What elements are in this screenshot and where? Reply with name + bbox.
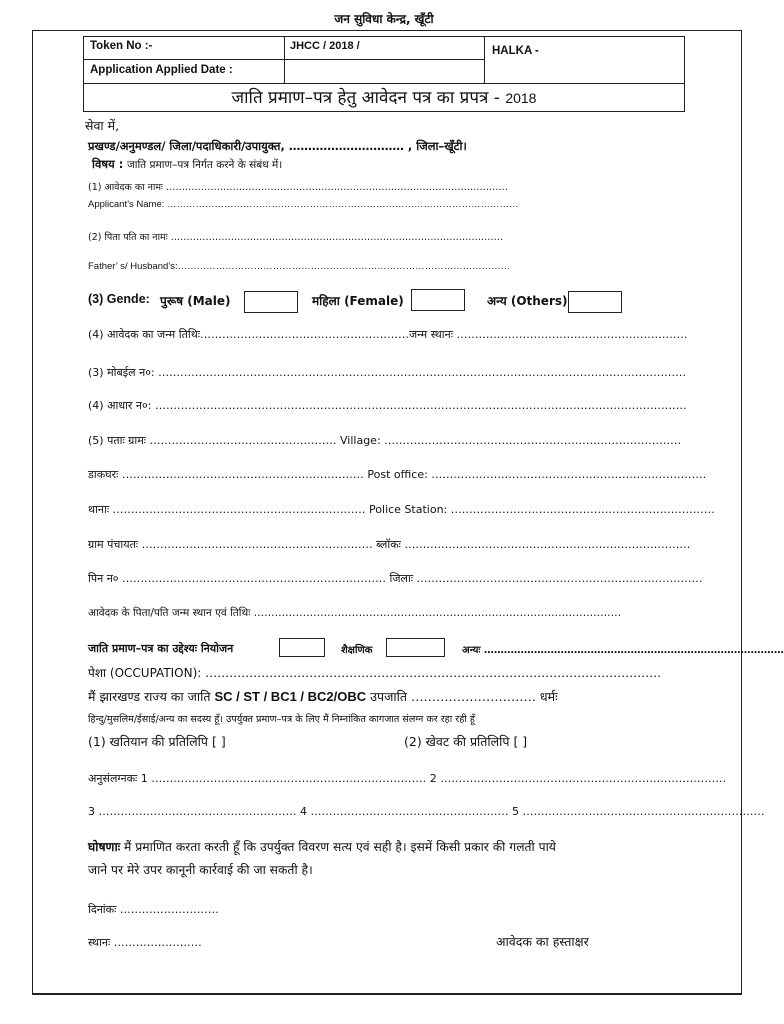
doc-khewat: (2) खेवट की प्रतिलिपि [ ] (404, 734, 528, 749)
gender-male-label: पुरूष (Male) (160, 294, 231, 308)
village-field: (5) पताः ग्रामः …………………………………………… Village: ……………………………………………………………………… (88, 434, 682, 447)
form-title-year: 2018 (505, 90, 537, 106)
dob-field: (4) आवेदक का जन्म तिथिः…………………………………………………जन्म स्थानः ……………………………………………………… (88, 328, 688, 341)
form-title-main: जाति प्रमाण–पत्र हेतु आवेदन पत्र का प्रपत्र - (231, 88, 500, 108)
panchayat-block-field: ग्राम पंचायतः ……………………………………………………… ब्लॉकः …………………………………………………………………… (88, 538, 691, 551)
token-label: Token No :- (90, 40, 153, 52)
caste-line-prefix: मैं झारखण्ड राज्य का जाति (88, 689, 211, 704)
purpose-other-field: अन्यः ……………………………………………………………………………… (462, 645, 784, 656)
declaration-label: घोषणाः (88, 840, 121, 854)
gender-others-checkbox[interactable] (568, 291, 622, 313)
caste-categories: SC / ST / BC1 / BC2/OBC (214, 689, 367, 704)
applied-date-label: Application Applied Date : (90, 64, 233, 76)
declaration-text-1: मैं प्रमाणित करता करती हूँ कि उपर्युक्त विवरण सत्य एवं सही है। इसमें किसी प्रकार की गलती पाये (124, 840, 556, 854)
police-station-field: थानाः …………………………………………………………… Police Station: ……………………………………………………………… (88, 503, 715, 516)
office-title: जन सुविधा केन्द्र, खूँटी (334, 12, 434, 26)
applicant-name-en: Applicant’s Name: ………………………………………………………………………………………………… (88, 199, 519, 210)
declaration-text-2: जाने पर मेरे उपर कानूनी कार्रवाई की जा सकती है। (88, 863, 313, 877)
aadhar-field: (4) आधार न०: ………………………………………………………………………………………………………………………………. (88, 399, 687, 412)
subcaste-religion: उपजाति ………………………… धर्मः (370, 689, 558, 704)
gender-others-label: अन्य (Others) (487, 294, 568, 308)
addressee-line: प्रखण्ड/अनुमण्डल/ जिला/पदाधिकारी/उपायुक्त, ………………………… , जिला–खूँटी। (88, 139, 467, 153)
gender-label: (3) Gende: (88, 292, 150, 306)
religion-line: हिन्दु/मुसलिम/ईसाई/अन्य का सदस्य हूँ। उपर्युक्त प्रमाण–पत्र के लिए मैं निम्नांकित कागजात संलग्न कर रहा रही हूँ (88, 714, 475, 725)
signature-label: आवेदक का हस्ताक्षर (496, 934, 589, 949)
subject-text: जाति प्रमाण–पत्र निर्गत करने के संबंध में। (126, 159, 283, 171)
subject-label: विषय : (92, 157, 124, 171)
date-field: दिनांकः ……………………… (88, 903, 219, 916)
attachments-row-2: 3 ……………………………………………… 4 ……………………………………………… 5 ………………………………………………………… (88, 805, 765, 818)
gender-female-checkbox[interactable] (411, 289, 465, 311)
doc-khatiyan: (1) खतियान की प्रतिलिपि [ ] (88, 734, 226, 749)
father-name-en: Father’ s/ Husband’s:…………………………………………………………………………………………… (88, 261, 511, 272)
attachments-row-1: अनुसंलग्नकः 1 ………………………………………………………………… 2 …………………………………………………………………… (88, 772, 727, 785)
post-office-field: डाकघरः ………………………………………………………… Post office: ………………………………………………………………… (88, 468, 707, 481)
header-table (83, 36, 685, 84)
mobile-field: (3) मोबईल न०: ……………………………………………………………………………………………………………………………… (88, 366, 687, 379)
halka-label: HALKA - (492, 45, 539, 57)
salutation: सेवा में, (85, 118, 120, 133)
father-name-hi: (2) पिता पति का नामः …………………………………………………………………………………………… (88, 232, 504, 243)
gender-female-label: महिला (Female) (312, 294, 404, 308)
form-title (83, 84, 685, 112)
occupation-field: पेशा (OCCUPATION): …………………………………………………………………………………………………… (88, 666, 662, 680)
purpose-label: जाति प्रमाण–पत्र का उद्देश्यः नियोजन (88, 642, 234, 655)
purpose-employment-checkbox[interactable] (279, 638, 325, 657)
jhcc-number: JHCC / 2018 / (290, 40, 360, 52)
gender-male-checkbox[interactable] (244, 291, 298, 313)
parent-birth-field: आवेदक के पिता/पति जन्म स्थान एवं तिथिः …………………………………………………………………………………………… (88, 607, 622, 619)
place-field: स्थानः …………………… (88, 936, 202, 949)
purpose-education-label: शैक्षणिक (341, 645, 373, 656)
purpose-education-checkbox[interactable] (386, 638, 445, 657)
pin-district-field: पिन न० ……………………………………………………………… जिलाः …………………………………………………………………… (88, 572, 703, 585)
applicant-name-hi: (1) आवेदक का नामः ……………………………………………………………………………………………… (88, 182, 508, 193)
